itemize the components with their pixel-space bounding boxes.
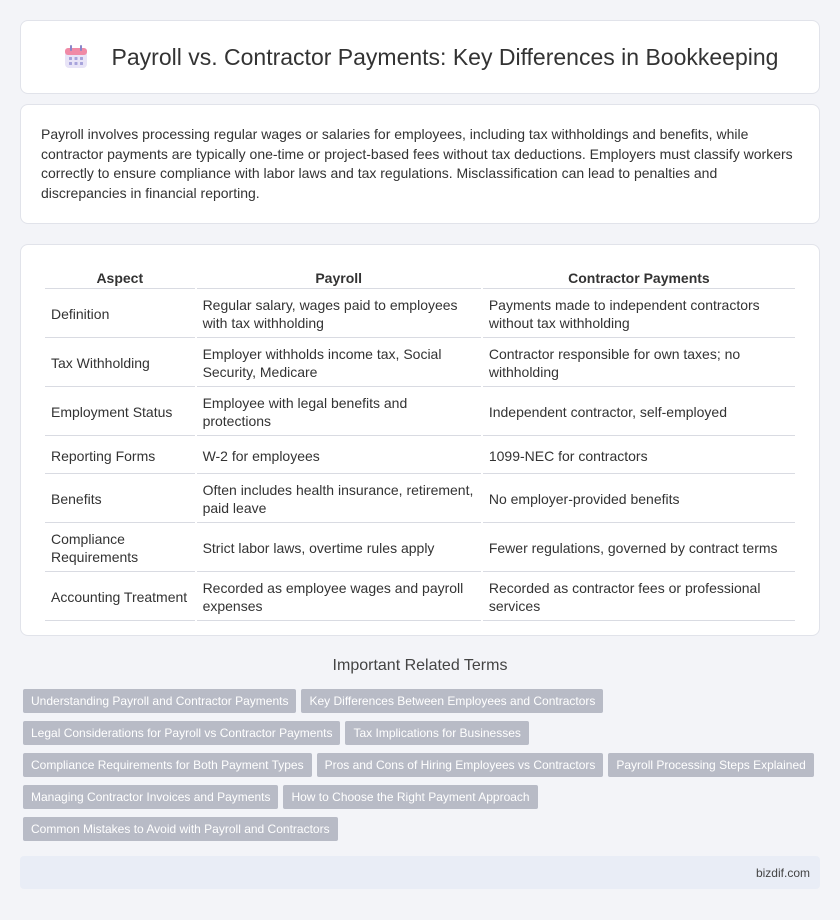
cell-payroll: Employer withholds income tax, Social Security, Medicare bbox=[197, 340, 481, 387]
related-terms-title: Important Related Terms bbox=[332, 657, 508, 674]
cell-contractor: Contractor responsible for own taxes; no withholding bbox=[483, 340, 795, 387]
table-row bbox=[45, 438, 795, 474]
table-row bbox=[45, 574, 795, 621]
related-term-tag[interactable]: Tax Implications for Businesses bbox=[345, 721, 528, 745]
column-header-contractor: Contractor Payments bbox=[483, 267, 795, 289]
table-row bbox=[45, 476, 795, 523]
cell-contractor: Fewer regulations, governed by contract terms bbox=[483, 525, 795, 572]
table-row bbox=[45, 291, 795, 338]
cell-contractor: Recorded as contractor fees or professional services bbox=[483, 574, 795, 621]
cell-aspect: Compliance Requirements bbox=[45, 525, 195, 572]
cell-aspect: Definition bbox=[45, 291, 195, 338]
cell-payroll: Often includes health insurance, retirement, paid leave bbox=[197, 476, 481, 523]
column-header-aspect: Aspect bbox=[45, 267, 195, 289]
comparison-card bbox=[20, 244, 820, 636]
cell-aspect: Benefits bbox=[45, 476, 195, 523]
comparison-table bbox=[43, 265, 797, 623]
related-term-tag[interactable]: Compliance Requirements for Both Payment Types bbox=[23, 753, 312, 777]
cell-payroll: W-2 for employees bbox=[197, 438, 481, 474]
column-header-payroll: Payroll bbox=[197, 267, 481, 289]
table-row bbox=[45, 340, 795, 387]
cell-payroll: Employee with legal benefits and protections bbox=[197, 389, 481, 436]
title-card bbox=[20, 20, 820, 94]
related-term-tag[interactable]: Payroll Processing Steps Explained bbox=[608, 753, 813, 777]
intro-text: Payroll involves processing regular wages or salaries for employees, including tax withholdings and benefits, while contractor payments are typically one-time or project-based fees without tax deductions. Employers must classify workers correctly to ensure compliance with labor laws and tax regulations. Misclassification can lead to penalties and discrepancies in financial reporting. bbox=[41, 126, 793, 201]
calendar-icon bbox=[62, 43, 90, 71]
cell-payroll: Strict labor laws, overtime rules apply bbox=[197, 525, 481, 572]
cell-contractor: Payments made to independent contractors without tax withholding bbox=[483, 291, 795, 338]
table-row bbox=[45, 389, 795, 436]
cell-contractor: 1099-NEC for contractors bbox=[483, 438, 795, 474]
footer bbox=[20, 856, 820, 889]
related-term-tag[interactable]: Understanding Payroll and Contractor Payments bbox=[23, 689, 296, 713]
cell-contractor: Independent contractor, self-employed bbox=[483, 389, 795, 436]
related-term-tag[interactable]: Key Differences Between Employees and Contractors bbox=[301, 689, 603, 713]
cell-payroll: Recorded as employee wages and payroll expenses bbox=[197, 574, 481, 621]
page-title: Payroll vs. Contractor Payments: Key Differences in Bookkeeping bbox=[111, 43, 779, 70]
cell-aspect: Employment Status bbox=[45, 389, 195, 436]
related-term-tag[interactable]: Legal Considerations for Payroll vs Contractor Payments bbox=[23, 721, 340, 745]
cell-aspect: Accounting Treatment bbox=[45, 574, 195, 621]
cell-aspect: Reporting Forms bbox=[45, 438, 195, 474]
related-terms-list bbox=[23, 689, 823, 849]
intro-card bbox=[20, 104, 820, 224]
cell-payroll: Regular salary, wages paid to employees with tax withholding bbox=[197, 291, 481, 338]
cell-aspect: Tax Withholding bbox=[45, 340, 195, 387]
related-term-tag[interactable]: Common Mistakes to Avoid with Payroll and Contractors bbox=[23, 817, 338, 841]
related-term-tag[interactable]: Managing Contractor Invoices and Payments bbox=[23, 785, 278, 809]
related-term-tag[interactable]: How to Choose the Right Payment Approach bbox=[283, 785, 537, 809]
related-term-tag[interactable]: Pros and Cons of Hiring Employees vs Contractors bbox=[317, 753, 604, 777]
cell-contractor: No employer-provided benefits bbox=[483, 476, 795, 523]
table-row bbox=[45, 525, 795, 572]
footer-brand-link[interactable]: bizdif.com bbox=[755, 866, 810, 880]
